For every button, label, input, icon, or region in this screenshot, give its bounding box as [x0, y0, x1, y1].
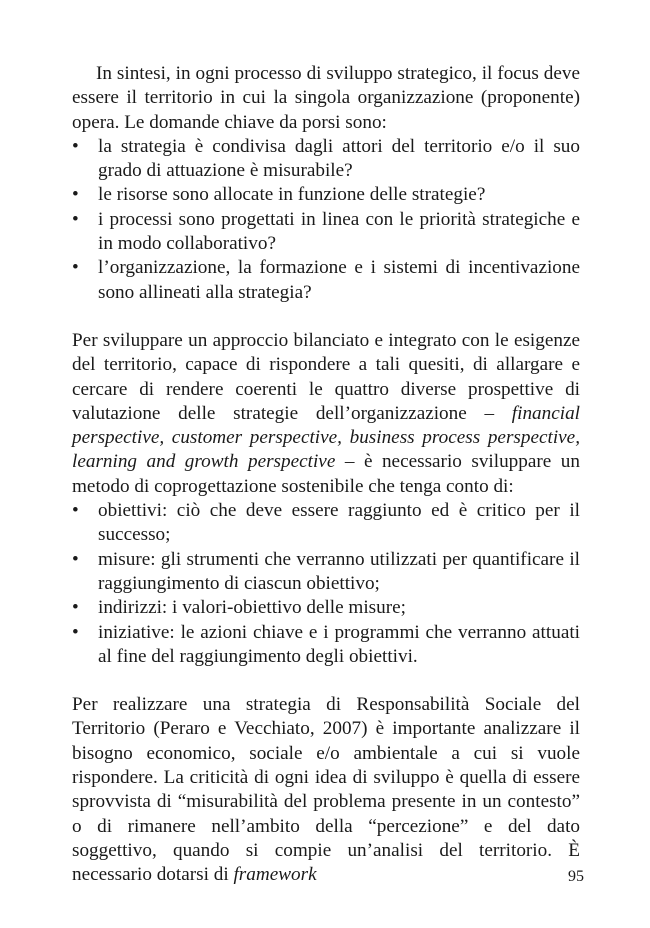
- paragraph-approach: [72, 329, 580, 499]
- list-item: • indirizzi: i valori-obiettivo delle misure;: [72, 596, 580, 620]
- document-body: [72, 62, 580, 888]
- list-item: • le risorse sono allocate in funzione delle strategie?: [72, 183, 580, 207]
- method-elements-list: [72, 499, 580, 669]
- paragraph-intro: In sintesi, in ogni processo di sviluppo strategico, il focus deve essere il territorio in cui la singola organizzazione (proponente) opera. Le domande chiave da porsi sono:: [72, 63, 580, 133]
- list-item: • l’organizzazione, la formazione e i sistemi di incentivazione sono allineati alla strategia?: [72, 256, 580, 305]
- list-item: • la strategia è condivisa dagli attori del territorio e/o il suo grado di attuazione è misurabile?: [72, 135, 580, 184]
- list-item: • obiettivi: ciò che deve essere raggiunto ed è critico per il successo;: [72, 499, 580, 548]
- key-questions-list: [72, 135, 580, 305]
- paragraph-strategy: [72, 693, 580, 887]
- list-item: • misure: gli strumenti che verranno utilizzati per quantificare il raggiungimento di ciascun obiettivo;: [72, 548, 580, 597]
- approach-perspectives-italic: financial perspective, customer perspective, business process perspective, learning and growth perspective: [72, 402, 580, 473]
- list-item: • i processi sono progettati in linea con le priorità strategiche e in modo collaborativo?: [72, 208, 580, 257]
- strategy-framework-italic: framework: [233, 864, 317, 886]
- strategy-text: Per realizzare una strategia di Responsabilità Sociale del Territorio (Peraro e Vecchiato, 2007) è importante analizzare il bisogno economico, sociale e/o ambientale a cui si vuole rispondere. La criticità di ogni idea di sviluppo è quella di essere sprovvista di “misurabilità del problema presente in un contesto” o di rimanere nell’ambito della “percezione” e del dato soggettivo, quando si compie un’analisi del territorio. È necessario dotarsi di: [72, 694, 580, 886]
- approach-text-end: – è necessario sviluppare un metodo di coprogettazione sostenibile che tenga conto di:: [72, 451, 580, 497]
- approach-text-start: Per sviluppare un approccio bilanciato e integrato con le esigenze del territorio, capace di rispondere a tali quesiti, di allargare e cercare di rendere coerenti le quattro diverse prospettive di valutazione delle strategie dell’organizzazione –: [72, 329, 580, 424]
- page-number: 95: [568, 868, 584, 885]
- list-item: • iniziative: le azioni chiave e i programmi che verranno attuati al fine del raggiungimento degli obiettivi.: [72, 621, 580, 670]
